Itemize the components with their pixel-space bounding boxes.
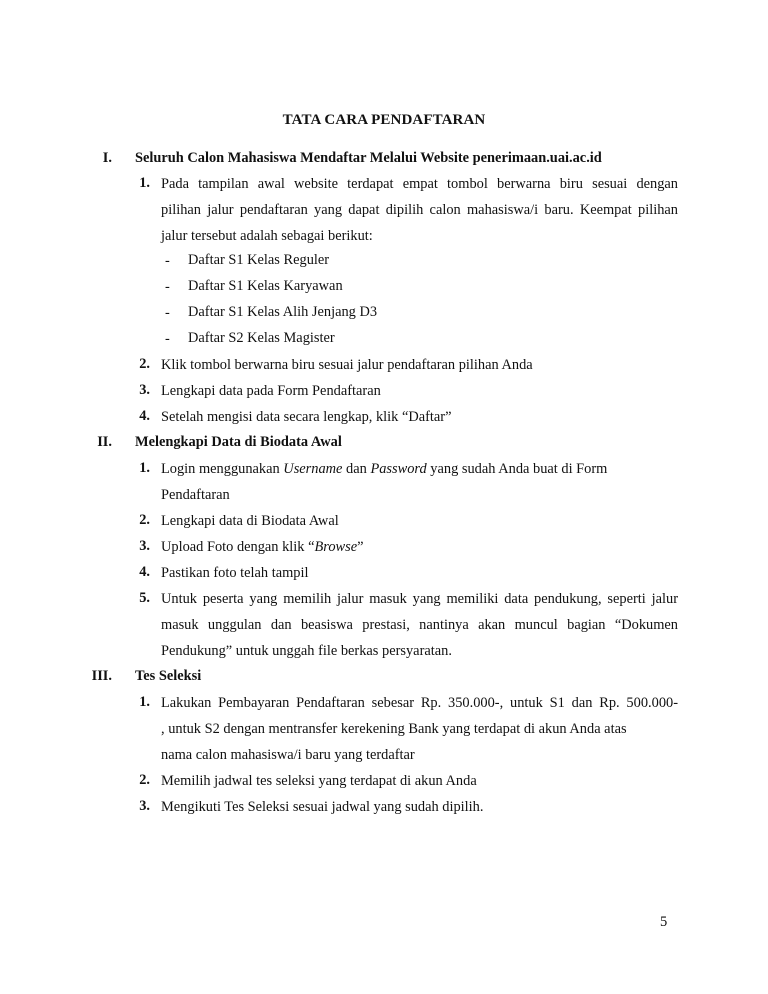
list-item-number: 4.	[139, 564, 150, 580]
section-number: I.	[102, 150, 112, 166]
list-item-text: Untuk peserta yang memilih jalur masuk yang memiliki data pendukung, seperti jalur	[161, 591, 678, 607]
list-item-text: , untuk S2 dengan mentransfer kerekening Bank yang terdapat di akun Anda atas	[161, 721, 627, 737]
list-item-text: Mengikuti Tes Seleksi sesuai jadwal yang sudah dipilih.	[161, 799, 484, 815]
list-item-text: Pada tampilan awal website terdapat empat tombol berwarna biru sesuai dengan	[161, 176, 678, 192]
bullet-dash: -	[165, 253, 170, 269]
list-item-text: pilihan jalur pendaftaran yang dapat dipilih calon mahasiswa/i baru. Keempat pilihan	[161, 202, 678, 218]
list-item-number: 3.	[139, 538, 150, 554]
bullet-item: Daftar S1 Kelas Karyawan	[188, 278, 343, 294]
list-item-text: nama calon mahasiswa/i baru yang terdaftar	[161, 747, 415, 763]
section-number: II.	[97, 434, 112, 450]
bullet-dash: -	[165, 279, 170, 295]
section-title: Melengkapi Data di Biodata Awal	[135, 434, 342, 450]
list-item-text: masuk unggulan dan beasiswa prestasi, nantinya akan muncul bagian “Dokumen	[161, 617, 678, 633]
list-item-number: 2.	[139, 356, 150, 372]
list-item-text: Lakukan Pembayaran Pendaftaran sebesar Rp. 350.000-, untuk S1 dan Rp. 500.000-	[161, 695, 678, 711]
list-item-text: Lengkapi data pada Form Pendaftaran	[161, 383, 381, 399]
list-item-number: 2.	[139, 512, 150, 528]
list-item-text: Memilih jadwal tes seleksi yang terdapat di akun Anda	[161, 773, 477, 789]
list-item-text: Login menggunakan Username dan Password yang sudah Anda buat di Form	[161, 461, 608, 477]
list-item-number: 4.	[139, 408, 150, 424]
bullet-item: Daftar S1 Kelas Alih Jenjang D3	[188, 304, 378, 320]
list-item-text: Pendaftaran	[161, 487, 230, 503]
page-title: TATA CARA PENDAFTARAN	[282, 112, 486, 128]
section-title: Tes Seleksi	[135, 668, 202, 684]
list-item-number: 1.	[139, 694, 150, 710]
list-item-number: 1.	[139, 175, 150, 191]
list-item-text: Upload Foto dengan klik “Browse”	[161, 539, 364, 555]
section-number: III.	[91, 668, 112, 684]
bullet-item: Daftar S2 Kelas Magister	[188, 330, 335, 346]
bullet-item: Daftar S1 Kelas Reguler	[188, 252, 330, 268]
list-item-number: 2.	[139, 772, 150, 788]
list-item-text: Pastikan foto telah tampil	[161, 565, 309, 581]
list-item-number: 1.	[139, 460, 150, 476]
section-title: Seluruh Calon Mahasiswa Mendaftar Melalui Website penerimaan.uai.ac.id	[135, 150, 602, 166]
list-item-text: jalur tersebut adalah sebagai berikut:	[161, 228, 373, 244]
bullet-dash: -	[165, 331, 170, 347]
list-item-number: 3.	[139, 382, 150, 398]
list-item-text: Klik tombol berwarna biru sesuai jalur pendaftaran pilihan Anda	[161, 357, 533, 373]
list-item-number: 5.	[139, 590, 150, 606]
list-item-text: Pendukung” untuk unggah file berkas persyaratan.	[161, 643, 452, 659]
page-number: 5	[660, 914, 668, 930]
bullet-dash: -	[165, 305, 170, 321]
list-item-number: 3.	[139, 798, 150, 814]
list-item-text: Setelah mengisi data secara lengkap, klik “Daftar”	[161, 409, 452, 425]
list-item-text: Lengkapi data di Biodata Awal	[161, 513, 339, 529]
